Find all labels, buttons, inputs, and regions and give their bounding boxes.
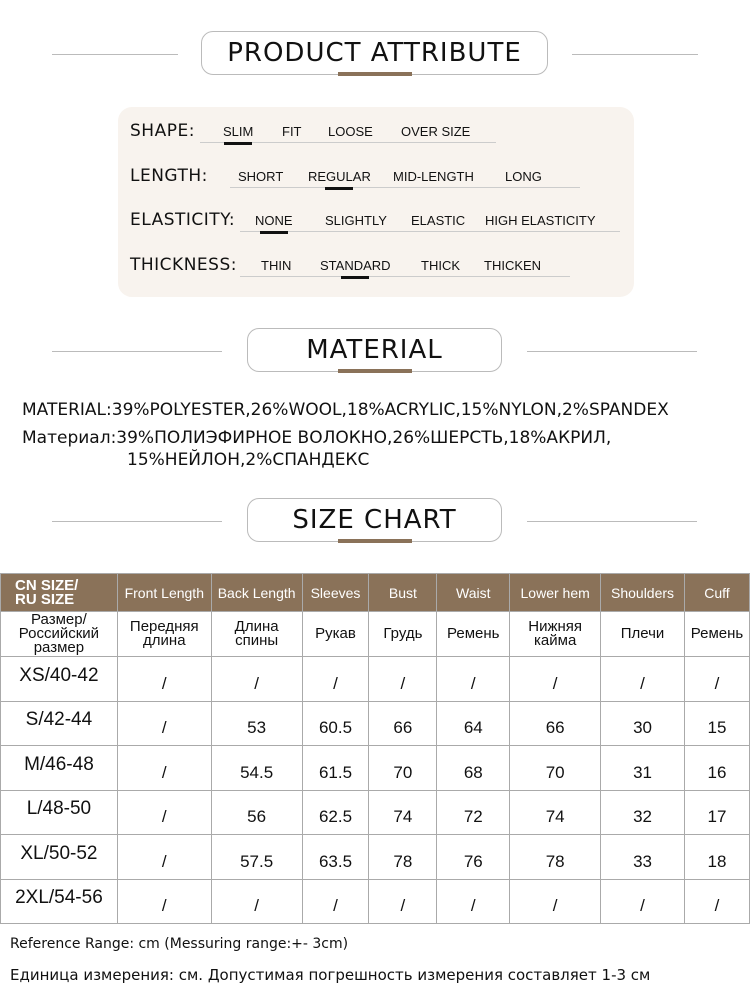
divider: [240, 231, 620, 232]
heading-text: SIZE CHART: [292, 505, 457, 535]
measurement-cell: 33: [601, 835, 685, 880]
measurement-cell: 70: [510, 746, 601, 791]
attribute-option: SHORT: [238, 169, 284, 184]
divider: [230, 187, 580, 188]
measurement-cell: /: [211, 879, 302, 924]
table-row: [1, 879, 750, 924]
measurement-cell: /: [211, 657, 302, 702]
measurement-cell: /: [302, 879, 369, 924]
attribute-option: OVER SIZE: [401, 124, 471, 139]
column-header: Bust: [369, 574, 437, 612]
heading-text: PRODUCT ATTRIBUTE: [227, 38, 522, 68]
column-header: Cuff: [684, 574, 749, 612]
attribute-panel: [118, 107, 634, 297]
accent-bar: [338, 539, 412, 543]
measurement-cell: 76: [437, 835, 510, 880]
ru-header-row: [1, 612, 750, 657]
ru-column-header: Грудь: [369, 612, 437, 657]
measurement-cell: 16: [684, 746, 749, 791]
attribute-option: FIT: [282, 124, 302, 139]
measurement-cell: /: [117, 746, 211, 791]
size-cell: XS/40-42: [1, 657, 118, 702]
measurement-cell: 30: [601, 701, 685, 746]
measurement-cell: 70: [369, 746, 437, 791]
measurement-cell: 18: [684, 835, 749, 880]
measurement-cell: 74: [369, 790, 437, 835]
ru-column-header: Длина спины: [211, 612, 302, 657]
divider: [572, 54, 698, 55]
attribute-option: LONG: [505, 169, 542, 184]
divider: [52, 521, 222, 522]
attribute-option: HIGH ELASTICITY: [485, 213, 596, 228]
material-value: 39%POLYESTER,26%WOOL,18%ACRYLIC,15%NYLON,2%SPANDEX: [111, 400, 669, 420]
material-label: MATERIAL:: [22, 400, 112, 420]
measurement-cell: 32: [601, 790, 685, 835]
measurement-cell: 56: [211, 790, 302, 835]
size-cell: S/42-44: [1, 701, 118, 746]
size-cell: M/46-48: [1, 746, 118, 791]
size-chart-table: [0, 573, 750, 924]
ru-column-header: Плечи: [601, 612, 685, 657]
material-heading: [0, 328, 750, 374]
measurement-cell: /: [117, 835, 211, 880]
measurement-cell: 78: [369, 835, 437, 880]
attribute-row: [130, 160, 630, 190]
heading-pill: [247, 498, 502, 542]
attribute-option-selected: REGULAR: [308, 169, 371, 184]
divider: [527, 351, 697, 352]
column-header: Sleeves: [302, 574, 369, 612]
size-cell: XL/50-52: [1, 835, 118, 880]
measurement-cell: 78: [510, 835, 601, 880]
measurement-cell: 31: [601, 746, 685, 791]
size-cell: 2XL/54-56: [1, 879, 118, 924]
measurement-cell: 60.5: [302, 701, 369, 746]
attribute-label: THICKNESS:: [130, 255, 237, 275]
ru-column-header: Передняя длина: [117, 612, 211, 657]
attribute-option-selected: STANDARD: [320, 258, 391, 273]
measurement-cell: /: [117, 657, 211, 702]
material-label: Материал:: [22, 428, 117, 448]
column-header: Shoulders: [601, 574, 685, 612]
divider: [240, 276, 570, 277]
measurement-cell: 74: [510, 790, 601, 835]
ru-column-header: Ремень: [684, 612, 749, 657]
attribute-option: THIN: [261, 258, 292, 273]
measurement-cell: /: [437, 879, 510, 924]
material-en: [22, 400, 669, 420]
reference-range-en: Reference Range: cm (Messuring range:+- 3cm): [10, 936, 349, 952]
header-row: [1, 574, 750, 612]
attribute-label: SHAPE:: [130, 121, 195, 141]
attribute-row: [130, 204, 630, 234]
attribute-label: LENGTH:: [130, 166, 208, 186]
measurement-cell: 64: [437, 701, 510, 746]
attribute-option: MID-LENGTH: [393, 169, 474, 184]
column-header: Waist: [437, 574, 510, 612]
size-chart-heading: [0, 498, 750, 544]
column-header: CN SIZE/ RU SIZE: [1, 574, 118, 612]
material-ru: [22, 428, 611, 448]
size-cell: L/48-50: [1, 790, 118, 835]
ru-column-header: Размер/ Российский размер: [1, 612, 118, 657]
measurement-cell: /: [684, 657, 749, 702]
measurement-cell: /: [437, 657, 510, 702]
measurement-cell: 72: [437, 790, 510, 835]
reference-range-ru: Единица измерения: см. Допустимая погрешность измерения составляет 1-3 см: [10, 966, 651, 984]
divider: [52, 351, 222, 352]
attribute-option-selected: SLIM: [223, 124, 254, 139]
attribute-row: [130, 115, 630, 145]
ru-column-header: Нижняя кайма: [510, 612, 601, 657]
measurement-cell: /: [302, 657, 369, 702]
measurement-cell: /: [510, 879, 601, 924]
product-attribute-heading: [0, 31, 750, 77]
measurement-cell: /: [117, 879, 211, 924]
attribute-option: THICKEN: [484, 258, 542, 273]
heading-pill: [247, 328, 502, 372]
measurement-cell: /: [117, 701, 211, 746]
measurement-cell: /: [369, 879, 437, 924]
measurement-cell: 54.5: [211, 746, 302, 791]
heading-text: MATERIAL: [306, 335, 443, 365]
table-row: [1, 790, 750, 835]
measurement-cell: 53: [211, 701, 302, 746]
column-header: Lower hem: [510, 574, 601, 612]
table-row: [1, 835, 750, 880]
accent-bar: [338, 369, 412, 373]
measurement-cell: 62.5: [302, 790, 369, 835]
heading-pill: [201, 31, 548, 75]
measurement-cell: 61.5: [302, 746, 369, 791]
table-row: [1, 746, 750, 791]
divider: [527, 521, 697, 522]
attribute-option-selected: NONE: [255, 213, 293, 228]
measurement-cell: 57.5: [211, 835, 302, 880]
accent-bar: [338, 72, 412, 76]
attribute-option: LOOSE: [328, 124, 373, 139]
column-header: Back Length: [211, 574, 302, 612]
ru-column-header: Ремень: [437, 612, 510, 657]
measurement-cell: 66: [510, 701, 601, 746]
material-value: 39%ПОЛИЭФИРНОЕ ВОЛОКНО,26%ШЕРСТЬ,18%АКРИЛ,: [116, 428, 612, 448]
table-row: [1, 657, 750, 702]
measurement-cell: /: [601, 657, 685, 702]
column-header: Front Length: [117, 574, 211, 612]
measurement-cell: /: [369, 657, 437, 702]
measurement-cell: 15: [684, 701, 749, 746]
measurement-cell: 17: [684, 790, 749, 835]
attribute-label: ELASTICITY:: [130, 210, 236, 230]
measurement-cell: /: [510, 657, 601, 702]
measurement-cell: /: [601, 879, 685, 924]
material-value-cont: 15%НЕЙЛОН,2%СПАНДЕКС: [127, 450, 370, 470]
divider: [52, 54, 178, 55]
measurement-cell: /: [684, 879, 749, 924]
measurement-cell: 68: [437, 746, 510, 791]
measurement-cell: 66: [369, 701, 437, 746]
measurement-cell: 63.5: [302, 835, 369, 880]
table-row: [1, 701, 750, 746]
measurement-cell: /: [117, 790, 211, 835]
attribute-option: THICK: [421, 258, 460, 273]
attribute-option: ELASTIC: [411, 213, 466, 228]
attribute-option: SLIGHTLY: [325, 213, 387, 228]
ru-column-header: Рукав: [302, 612, 369, 657]
attribute-row: [130, 249, 630, 279]
